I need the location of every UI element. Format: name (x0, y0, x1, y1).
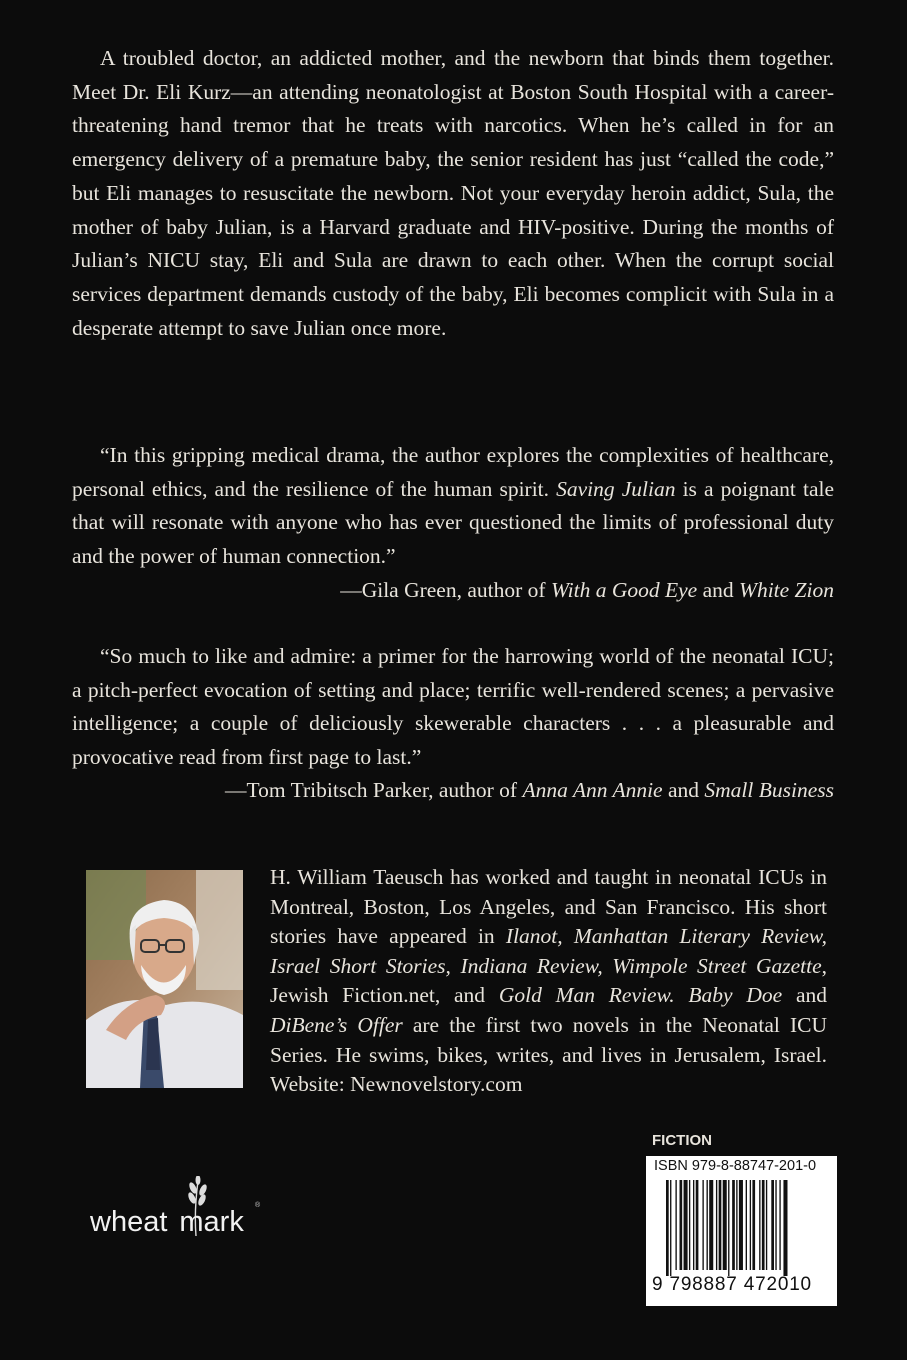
publication-list: Ilanot, Manhattan Literary Review, Israel Short Stories, Indiana Review, Wimpole Street Gazette (270, 924, 828, 978)
barcode-bar (759, 1180, 760, 1270)
barcode-bar (775, 1180, 776, 1270)
barcode-bars (666, 1180, 818, 1276)
registered-mark: ® (255, 1202, 261, 1209)
barcode-bar (702, 1180, 703, 1270)
isbn-barcode (646, 1156, 837, 1306)
review-attribution-2 (72, 774, 834, 808)
attribution-text: —Gila Green, author of (340, 578, 551, 602)
barcode-bar (670, 1180, 671, 1276)
quote-text: is a poignant tale that will resonate with anyone who has ever questioned the limits of professional duty and the power of human connection.” (72, 476, 835, 569)
barcode-bar (666, 1180, 669, 1276)
barcode-bar (752, 1180, 755, 1270)
reviewer-book: White Zion (739, 578, 834, 602)
barcode-bar (750, 1180, 751, 1270)
bio-text: are the first two novels in the Neonatal ICU Series. He swims, bikes, writes, and lives in Jerusalem, Israel. Website: Newnovelstory.com (270, 1012, 827, 1097)
barcode-bar (693, 1180, 694, 1270)
review-attribution-1 (72, 574, 834, 608)
novel-title: DiBene’s Offer (270, 1012, 403, 1037)
barcode-bar (675, 1180, 676, 1270)
reviewer-book: With a Good Eye (550, 578, 698, 602)
attribution-text: —Tom Tribitsch Parker, author of (225, 778, 523, 802)
barcode-bar (723, 1180, 727, 1270)
barcode-bar (732, 1180, 735, 1270)
novel-title: Baby Doe (688, 983, 783, 1008)
barcode-bar (696, 1180, 699, 1270)
barcode-bar (783, 1180, 787, 1276)
author-bio (270, 863, 827, 1100)
barcode-digits: 9 798887 472010 (652, 1274, 812, 1295)
barcode-bar (739, 1180, 743, 1270)
bio-text (675, 983, 689, 1007)
barcode-bar (680, 1180, 683, 1270)
publisher-name: mark (179, 1206, 244, 1238)
category-label: FICTION (652, 1132, 712, 1149)
barcode-bar (719, 1180, 722, 1270)
barcode-bar (728, 1180, 729, 1276)
bio-text: and (782, 983, 828, 1008)
author-photo (86, 870, 243, 1088)
barcode-bar (746, 1180, 747, 1270)
barcode-bar (716, 1180, 717, 1270)
barcode-bar (771, 1180, 774, 1270)
isbn-label: ISBN 979-8-88747-201-0 (654, 1158, 817, 1174)
attribution-text: and (697, 578, 740, 602)
book-blurb: A troubled doctor, an addicted mother, and the newborn that binds them together. Meet Dr. Eli Kurz—an attending neonatologist at Boston South Hospital with a career-threatening hand tremor that he treats with narcotics. When he’s called in for an emergency delivery of a premature baby, the senior resident has just “called the code,” but Eli manages to resuscitate the newborn. Not your everyday heroin addict, Sula, the mother of baby Julian, is a Harvard graduate and HIV-positive. During the months of Julian’s NICU stay, Eli and Sula are drawn to each other. When the corrupt social services department demands custody of the baby, Eli becomes complicit with Sula in a desperate attempt to save Julian once more. (72, 46, 834, 340)
publication-name: Gold Man Review. (498, 983, 675, 1008)
reviewer-book: Small Business (704, 778, 834, 802)
reviewer-book: Anna Ann Annie (522, 778, 663, 802)
barcode-bar (689, 1180, 690, 1270)
review-quote-2: “So much to like and admire: a primer for the harrowing world of the neonatal ICU; a pitch-perfect evocation of setting and place; terrific well-rendered scenes; a pervasive intelligence; a couple of deliciously skewerable characters . . . a pleasurable and provocative read from first page to last.” (72, 644, 834, 770)
barcode-bar (762, 1180, 765, 1270)
barcode-bar (709, 1180, 713, 1270)
publisher-logo (90, 1180, 265, 1265)
review-quote-1 (72, 439, 834, 574)
bio-text: H. William Taeusch has worked and taught in neonatal ICUs in Montreal, Boston, Los Angeles, and San Francisco. His short stories have appeared in (270, 865, 827, 949)
book-title: Saving Julian (556, 476, 676, 501)
barcode-bar (766, 1180, 767, 1270)
quote-text: “In this gripping medical drama, the author explores the complexities of healthcare, personal ethics, and the resilience of the human spirit. (72, 443, 834, 501)
attribution-text: and (662, 778, 705, 802)
barcode-bar (707, 1180, 708, 1270)
barcode-bar (779, 1180, 780, 1270)
barcode-bar (684, 1180, 688, 1270)
bio-text: , Jewish Fiction.net, and (270, 953, 827, 1008)
barcode-bar (736, 1180, 737, 1270)
publisher-name: wheat (90, 1206, 168, 1238)
